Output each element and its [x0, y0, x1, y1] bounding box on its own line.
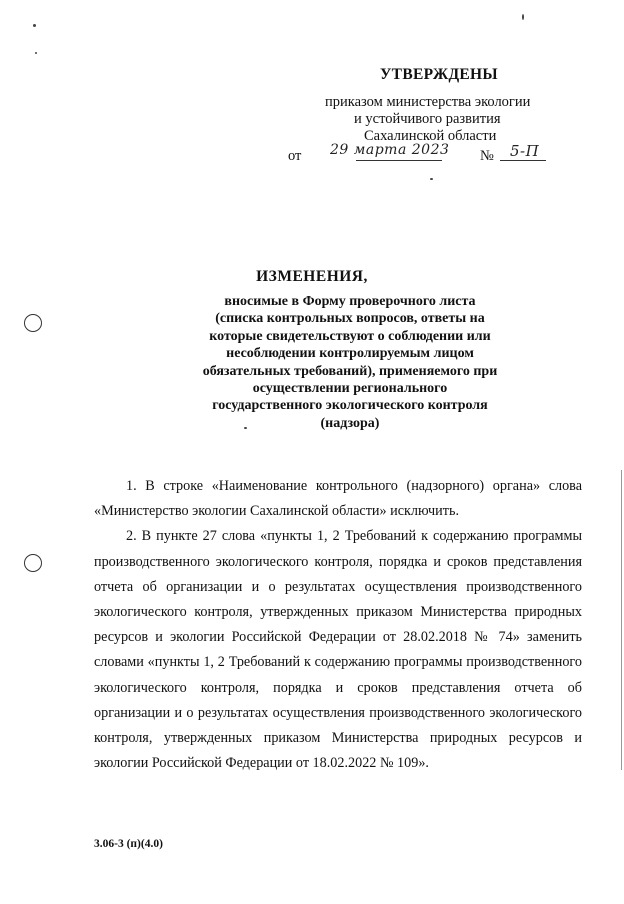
subtitle-line: государственного экологического контроля	[212, 398, 488, 414]
subtitle-line: (списка контрольных вопросов, ответы на	[215, 311, 485, 327]
approval-date-row	[288, 142, 558, 166]
approval-title: УТВЕРЖДЕНЫ	[380, 66, 498, 83]
binder-hole-top	[24, 314, 42, 332]
approval-line-2: и устойчивого развития	[354, 111, 501, 127]
number-label: №	[480, 148, 494, 164]
document-code: 3.06-3 (п)(4.0)	[94, 838, 163, 850]
scan-speck	[35, 52, 37, 54]
date-underline	[356, 160, 442, 161]
subtitle-line: вносимые в Форму проверочного листа	[224, 294, 476, 309]
scan-edge	[621, 470, 622, 770]
scan-speck	[33, 24, 36, 27]
subtitle-line: обязательных требований), применяемого при	[202, 363, 498, 379]
handwritten-number: 5-П	[510, 142, 540, 160]
approval-line-1: приказом министерства экологии	[325, 94, 531, 110]
scan-speck	[522, 14, 524, 20]
subtitle-line: которые свидетельствуют о соблюдении или	[209, 328, 491, 344]
approval-line-3: Сахалинской области	[364, 128, 497, 144]
binder-hole-bottom	[24, 554, 42, 572]
scan-speck	[430, 178, 433, 180]
number-underline	[500, 160, 546, 161]
subtitle-line: несоблюдении контролируемым лицом	[226, 346, 474, 362]
body-paragraph-1: 1. В строке «Наименование контрольного (надзорного) органа» слова «Министерство экологии Сахалинской области» исключить.	[94, 478, 582, 520]
from-label: от	[288, 148, 302, 164]
subtitle-line: осуществлении регионального	[252, 381, 448, 397]
document-subtitle	[150, 293, 550, 432]
document-body	[94, 474, 582, 776]
subtitle-line: (надзора)	[320, 415, 380, 431]
document-title: ИЗМЕНЕНИЯ,	[256, 268, 368, 285]
body-paragraph-2: 2. В пункте 27 слова «пункты 1, 2 Требований к содержанию программы производственного экологического контроля, порядка и сроков представления отчета об организации и о результатах осуществления производственного экологического контроля, утвержденных приказом Министерства природных ресурсов и экологии Российской Федерации от 28.02.2018 № 74» заменить словами «пункты 1, 2 Требований к содержанию программы производственного экологического контроля, порядка и сроков представления отчета об организации и о результатах осуществления производственного экологического контроля, утвержденных приказом Министерства природных ресурсов и экологии Российской Федерации от 18.02.2022 № 109».	[94, 528, 582, 772]
handwritten-date: 29 марта 2023	[330, 142, 450, 158]
